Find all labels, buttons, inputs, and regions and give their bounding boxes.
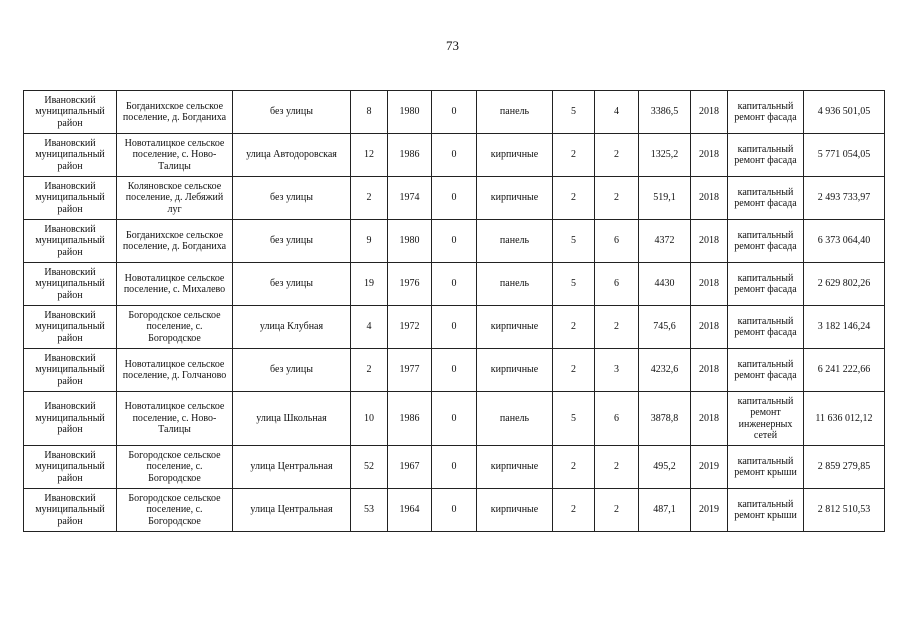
- wall-material-cell: панель: [477, 220, 553, 263]
- entrances-cell: 6: [595, 263, 639, 306]
- cost-cell: 2 859 279,85: [804, 446, 885, 489]
- plan-year-cell: 2018: [691, 392, 728, 446]
- house-number-cell: 9: [351, 220, 388, 263]
- plan-year-cell: 2018: [691, 349, 728, 392]
- area-cell: 3878,8: [639, 392, 691, 446]
- wall-material-cell: панель: [477, 263, 553, 306]
- street-cell: улица Центральная: [233, 446, 351, 489]
- build-year-cell: 1974: [388, 177, 432, 220]
- settlement-cell: Новоталицкое сельское поселение, с. Михалево: [117, 263, 233, 306]
- area-cell: 1325,2: [639, 134, 691, 177]
- house-number-cell: 2: [351, 177, 388, 220]
- flag-cell: 0: [432, 446, 477, 489]
- table-row: [24, 91, 885, 134]
- area-cell: 495,2: [639, 446, 691, 489]
- street-cell: без улицы: [233, 91, 351, 134]
- table-row: [24, 263, 885, 306]
- cost-cell: 5 771 054,05: [804, 134, 885, 177]
- page-number: 73: [446, 38, 459, 53]
- plan-year-cell: 2019: [691, 489, 728, 532]
- flag-cell: 0: [432, 263, 477, 306]
- house-number-cell: 52: [351, 446, 388, 489]
- flag-cell: 0: [432, 349, 477, 392]
- area-cell: 745,6: [639, 306, 691, 349]
- build-year-cell: 1986: [388, 392, 432, 446]
- build-year-cell: 1964: [388, 489, 432, 532]
- entrances-cell: 2: [595, 306, 639, 349]
- settlement-cell: Богородское сельское поселение, с. Богородское: [117, 306, 233, 349]
- street-cell: улица Центральная: [233, 489, 351, 532]
- settlement-cell: Богородское сельское поселение, с. Богородское: [117, 446, 233, 489]
- cost-cell: 11 636 012,12: [804, 392, 885, 446]
- flag-cell: 0: [432, 91, 477, 134]
- cost-cell: 2 493 733,97: [804, 177, 885, 220]
- work-type-cell: капитальный ремонт крыши: [728, 446, 804, 489]
- floors-cell: 5: [553, 263, 595, 306]
- district-cell: Ивановский муниципальный район: [24, 177, 117, 220]
- district-cell: Ивановский муниципальный район: [24, 349, 117, 392]
- wall-material-cell: панель: [477, 392, 553, 446]
- settlement-cell: Коляновское сельское поселение, д. Лебяжий луг: [117, 177, 233, 220]
- table-row: [24, 306, 885, 349]
- flag-cell: 0: [432, 220, 477, 263]
- floors-cell: 2: [553, 177, 595, 220]
- table-row: [24, 446, 885, 489]
- work-type-cell: капитальный ремонт крыши: [728, 489, 804, 532]
- table-row: [24, 134, 885, 177]
- cost-cell: 4 936 501,05: [804, 91, 885, 134]
- street-cell: улица Школьная: [233, 392, 351, 446]
- wall-material-cell: панель: [477, 91, 553, 134]
- entrances-cell: 2: [595, 489, 639, 532]
- entrances-cell: 2: [595, 177, 639, 220]
- flag-cell: 0: [432, 392, 477, 446]
- entrances-cell: 6: [595, 220, 639, 263]
- house-number-cell: 19: [351, 263, 388, 306]
- settlement-cell: Новоталицкое сельское поселение, с. Ново-Талицы: [117, 134, 233, 177]
- district-cell: Ивановский муниципальный район: [24, 446, 117, 489]
- house-number-cell: 2: [351, 349, 388, 392]
- entrances-cell: 2: [595, 134, 639, 177]
- settlement-cell: Богданихское сельское поселение, д. Богданиха: [117, 91, 233, 134]
- build-year-cell: 1976: [388, 263, 432, 306]
- settlement-cell: Богородское сельское поселение, с. Богородское: [117, 489, 233, 532]
- wall-material-cell: кирпичные: [477, 306, 553, 349]
- street-cell: без улицы: [233, 177, 351, 220]
- district-cell: Ивановский муниципальный район: [24, 91, 117, 134]
- district-cell: Ивановский муниципальный район: [24, 220, 117, 263]
- area-cell: 4430: [639, 263, 691, 306]
- table-row: [24, 489, 885, 532]
- floors-cell: 2: [553, 446, 595, 489]
- district-cell: Ивановский муниципальный район: [24, 306, 117, 349]
- flag-cell: 0: [432, 134, 477, 177]
- street-cell: без улицы: [233, 349, 351, 392]
- build-year-cell: 1967: [388, 446, 432, 489]
- area-cell: 3386,5: [639, 91, 691, 134]
- house-number-cell: 12: [351, 134, 388, 177]
- house-number-cell: 10: [351, 392, 388, 446]
- work-type-cell: капитальный ремонт фасада: [728, 177, 804, 220]
- flag-cell: 0: [432, 306, 477, 349]
- district-cell: Ивановский муниципальный район: [24, 489, 117, 532]
- cost-cell: 2 812 510,53: [804, 489, 885, 532]
- flag-cell: 0: [432, 177, 477, 220]
- street-cell: улица Автодоровская: [233, 134, 351, 177]
- flag-cell: 0: [432, 489, 477, 532]
- street-cell: без улицы: [233, 263, 351, 306]
- plan-year-cell: 2018: [691, 220, 728, 263]
- entrances-cell: 6: [595, 392, 639, 446]
- plan-year-cell: 2018: [691, 177, 728, 220]
- area-cell: 4372: [639, 220, 691, 263]
- floors-cell: 2: [553, 349, 595, 392]
- housing-repair-table: [23, 90, 885, 532]
- build-year-cell: 1980: [388, 220, 432, 263]
- plan-year-cell: 2018: [691, 306, 728, 349]
- settlement-cell: Новоталицкое сельское поселение, д. Голчаново: [117, 349, 233, 392]
- build-year-cell: 1980: [388, 91, 432, 134]
- district-cell: Ивановский муниципальный район: [24, 134, 117, 177]
- floors-cell: 2: [553, 134, 595, 177]
- cost-cell: 2 629 802,26: [804, 263, 885, 306]
- area-cell: 487,1: [639, 489, 691, 532]
- floors-cell: 2: [553, 306, 595, 349]
- plan-year-cell: 2018: [691, 134, 728, 177]
- entrances-cell: 2: [595, 446, 639, 489]
- work-type-cell: капитальный ремонт фасада: [728, 134, 804, 177]
- work-type-cell: капитальный ремонт фасада: [728, 91, 804, 134]
- work-type-cell: капитальный ремонт фасада: [728, 349, 804, 392]
- wall-material-cell: кирпичные: [477, 177, 553, 220]
- house-number-cell: 4: [351, 306, 388, 349]
- floors-cell: 5: [553, 91, 595, 134]
- table-row: [24, 392, 885, 446]
- wall-material-cell: кирпичные: [477, 446, 553, 489]
- district-cell: Ивановский муниципальный район: [24, 392, 117, 446]
- plan-year-cell: 2018: [691, 263, 728, 306]
- cost-cell: 6 241 222,66: [804, 349, 885, 392]
- cost-cell: 6 373 064,40: [804, 220, 885, 263]
- cost-cell: 3 182 146,24: [804, 306, 885, 349]
- floors-cell: 2: [553, 489, 595, 532]
- area-cell: 4232,6: [639, 349, 691, 392]
- table-row: [24, 220, 885, 263]
- build-year-cell: 1972: [388, 306, 432, 349]
- build-year-cell: 1986: [388, 134, 432, 177]
- plan-year-cell: 2019: [691, 446, 728, 489]
- plan-year-cell: 2018: [691, 91, 728, 134]
- floors-cell: 5: [553, 220, 595, 263]
- wall-material-cell: кирпичные: [477, 134, 553, 177]
- work-type-cell: капитальный ремонт фасада: [728, 220, 804, 263]
- house-number-cell: 8: [351, 91, 388, 134]
- table-row: [24, 349, 885, 392]
- district-cell: Ивановский муниципальный район: [24, 263, 117, 306]
- entrances-cell: 4: [595, 91, 639, 134]
- street-cell: улица Клубная: [233, 306, 351, 349]
- street-cell: без улицы: [233, 220, 351, 263]
- house-number-cell: 53: [351, 489, 388, 532]
- settlement-cell: Новоталицкое сельское поселение, с. Ново-Талицы: [117, 392, 233, 446]
- build-year-cell: 1977: [388, 349, 432, 392]
- work-type-cell: капитальный ремонт инженерных сетей: [728, 392, 804, 446]
- entrances-cell: 3: [595, 349, 639, 392]
- table-row: [24, 177, 885, 220]
- wall-material-cell: кирпичные: [477, 489, 553, 532]
- settlement-cell: Богданихское сельское поселение, д. Богданиха: [117, 220, 233, 263]
- work-type-cell: капитальный ремонт фасада: [728, 306, 804, 349]
- area-cell: 519,1: [639, 177, 691, 220]
- wall-material-cell: кирпичные: [477, 349, 553, 392]
- work-type-cell: капитальный ремонт фасада: [728, 263, 804, 306]
- floors-cell: 5: [553, 392, 595, 446]
